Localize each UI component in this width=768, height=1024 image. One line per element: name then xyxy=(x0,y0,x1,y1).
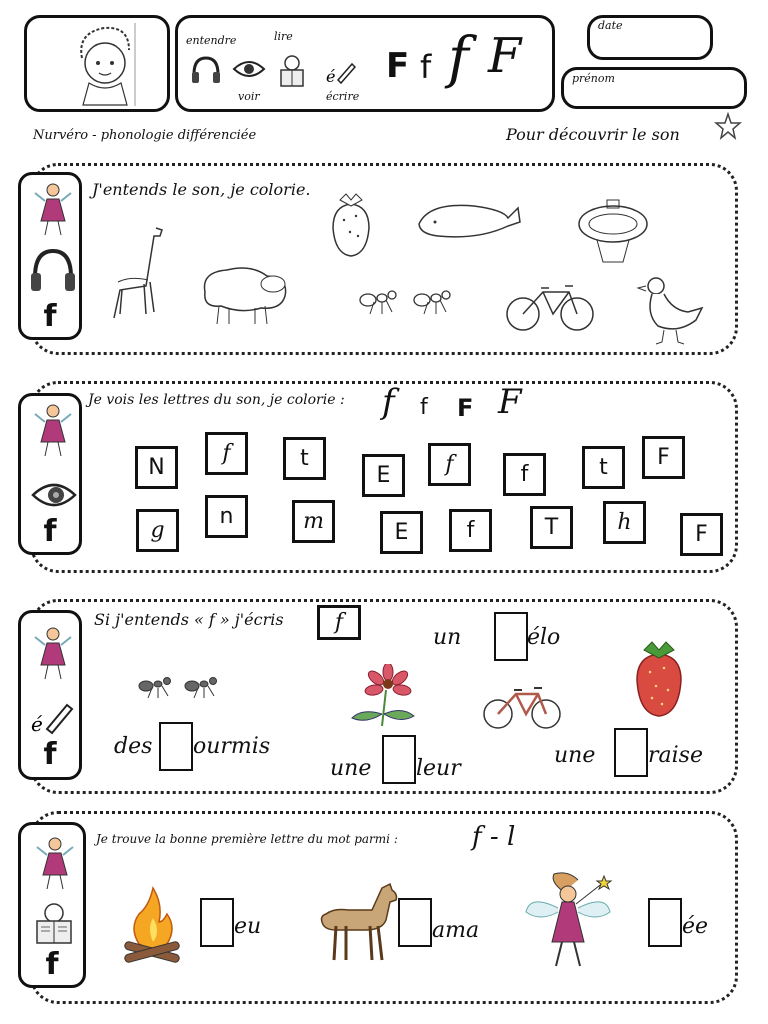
verb-entendre: entendre xyxy=(186,34,237,47)
reading-child-icon xyxy=(31,901,77,947)
section4-instruction: Je trouve la bonne première lettre du mot parmi : xyxy=(96,832,398,846)
letter-box-r1-1[interactable]: N xyxy=(135,446,178,489)
prenom-label: prénom xyxy=(572,72,615,85)
blank-feu[interactable] xyxy=(200,898,234,947)
whale-picture[interactable] xyxy=(415,194,523,242)
ants-picture[interactable] xyxy=(354,280,464,318)
eye-icon xyxy=(232,58,266,80)
letter-box-r2-1[interactable]: g xyxy=(136,509,179,552)
headphones-icon xyxy=(29,245,77,295)
blank-fleur[interactable] xyxy=(382,735,416,784)
child-portrait-icon xyxy=(27,18,167,109)
llama-picture xyxy=(316,882,402,966)
letter-box-r1-8[interactable]: F xyxy=(642,436,685,479)
writing-pencil-icon xyxy=(324,58,356,86)
fairy-icon xyxy=(33,181,73,237)
campfire-picture xyxy=(120,878,186,968)
sample-letter-box: f xyxy=(317,605,361,640)
section4-side-column xyxy=(18,822,86,988)
date-field[interactable] xyxy=(587,15,713,60)
giraffe-picture[interactable] xyxy=(108,222,170,320)
target-letter-cursive-upper: F xyxy=(498,382,522,422)
word-feu-rest: eu xyxy=(234,914,262,939)
section3-side-column xyxy=(18,610,82,780)
svg-text:é: é xyxy=(326,67,336,86)
word-fraise-article: une xyxy=(554,743,596,768)
letter-box-r2-4[interactable]: E xyxy=(380,511,423,554)
letter-box-r1-4[interactable]: E xyxy=(362,454,405,497)
fairy-icon xyxy=(35,835,75,891)
target-letter-print-upper: F xyxy=(457,394,474,422)
letter-box-r1-5[interactable]: f xyxy=(428,443,471,486)
star-icon xyxy=(714,112,742,140)
verb-lire: lire xyxy=(274,30,293,43)
eye-icon xyxy=(31,478,77,512)
word-velo-rest: élo xyxy=(527,625,561,650)
portrait-box xyxy=(24,15,170,112)
flower-picture xyxy=(348,664,420,734)
section2-instruction: Je vois les lettres du son, je colorie : xyxy=(88,392,345,408)
letter-print-lower: f xyxy=(420,48,432,86)
side-letter: f xyxy=(45,947,59,982)
prenom-field[interactable] xyxy=(561,67,747,109)
duck-picture[interactable] xyxy=(636,274,706,346)
letter-box-r1-3[interactable]: t xyxy=(283,437,326,480)
letter-box-r2-6[interactable]: T xyxy=(530,506,573,549)
letter-print-upper: F xyxy=(386,46,410,86)
side-letter: f xyxy=(43,514,57,549)
section1-instruction: J'entends le son, je colorie. xyxy=(92,180,311,199)
svg-text:é: é xyxy=(31,712,43,736)
word-fourmis-rest: ourmis xyxy=(193,734,271,759)
letter-cursive-lower: f xyxy=(448,26,469,91)
word-velo-article: un xyxy=(433,625,462,650)
sink-picture[interactable] xyxy=(575,190,655,266)
reading-child-icon xyxy=(276,54,308,88)
strawberry-picture[interactable] xyxy=(330,192,372,258)
letter-box-r2-8[interactable]: F xyxy=(680,513,723,556)
sound-header-box xyxy=(175,15,555,112)
letter-box-r2-3[interactable]: m xyxy=(292,500,335,543)
headphones-icon xyxy=(190,54,222,86)
bicycle-picture xyxy=(480,682,564,732)
word-fraise-rest: raise xyxy=(648,743,703,768)
letter-box-r1-2[interactable]: f xyxy=(205,432,248,475)
letter-box-r2-2[interactable]: n xyxy=(205,495,248,538)
date-label: date xyxy=(598,19,623,32)
subheader-right: Pour découvrir le son xyxy=(506,125,680,144)
word-fourmis-article: des xyxy=(114,734,153,759)
sheep-picture[interactable] xyxy=(195,262,291,328)
word-fleur-article: une xyxy=(330,756,372,781)
blank-lama[interactable] xyxy=(398,898,432,947)
letter-cursive-upper: F xyxy=(488,28,522,84)
fairy-icon xyxy=(33,625,73,681)
letter-box-r1-7[interactable]: t xyxy=(582,446,625,489)
blank-fourmis[interactable] xyxy=(159,722,193,771)
verb-voir: voir xyxy=(238,90,260,103)
side-letter: f xyxy=(43,737,57,772)
letter-box-r2-7[interactable]: h xyxy=(603,501,646,544)
letter-box-r1-6[interactable]: f xyxy=(503,453,546,496)
writing-pencil-icon xyxy=(29,697,77,737)
word-lama-rest: ama xyxy=(432,918,480,943)
blank-fee[interactable] xyxy=(648,898,682,947)
fairy-picture xyxy=(524,872,620,972)
subheader-left: Nurvéro - phonologie différenciée xyxy=(33,128,257,143)
section2-side-column xyxy=(18,393,82,555)
section4-choices: f - l xyxy=(472,822,516,852)
word-fee-rest: ée xyxy=(682,914,709,939)
target-letter-cursive-lower: f xyxy=(382,382,395,422)
bicycle-picture[interactable] xyxy=(503,278,597,334)
letter-box-r2-5[interactable]: f xyxy=(449,509,492,552)
fairy-icon xyxy=(33,402,73,458)
word-fleur-rest: leur xyxy=(416,756,461,781)
section1-side-column xyxy=(18,172,82,340)
strawberry-picture xyxy=(634,638,684,718)
blank-velo[interactable] xyxy=(494,612,528,661)
target-letter-print-lower: f xyxy=(420,395,428,420)
blank-fraise[interactable] xyxy=(614,728,648,777)
section3-instruction: Si j'entends « f » j'écris xyxy=(94,610,284,629)
ants-picture xyxy=(136,668,226,700)
side-letter: f xyxy=(43,299,57,334)
verb-ecrire: écrire xyxy=(326,90,360,103)
